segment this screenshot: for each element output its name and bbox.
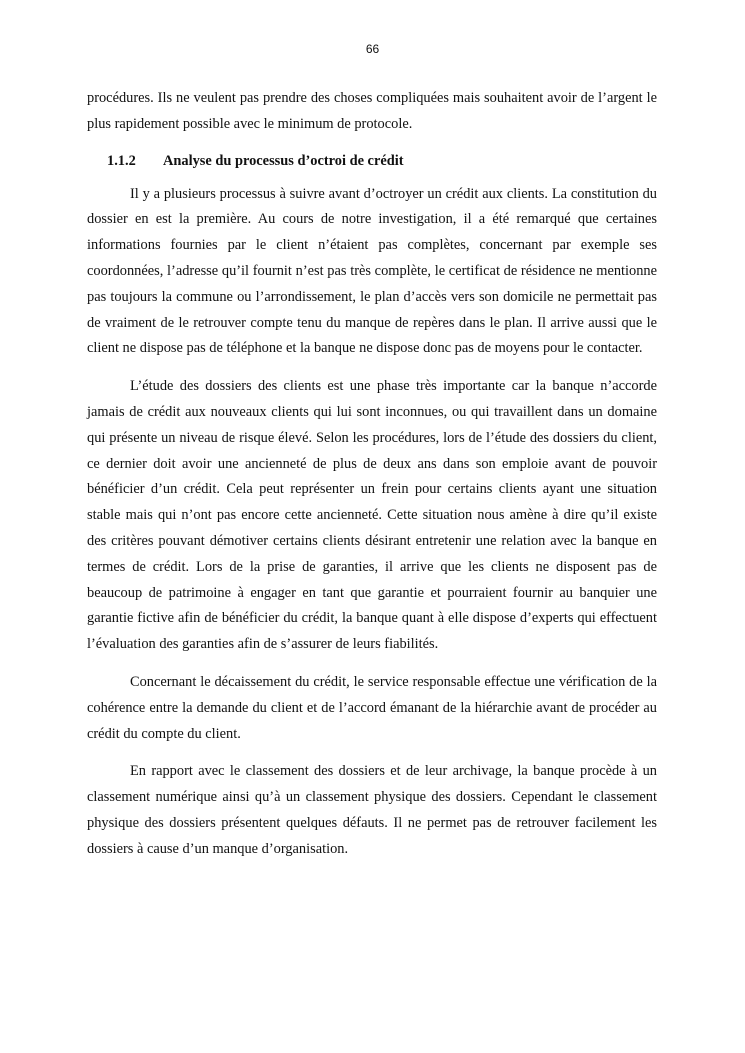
section-heading (87, 148, 657, 174)
paragraph-etude-dossiers: L’étude des dossiers des clients est une phase très importante car la banque n’accorde jamais de crédit aux nouveaux clients qui lui sont inconnues, ou qui travaillent dans un domaine qui présente un niveau de risque élevé. Selon les procédures, lors de l’étude des dossiers du client, ce dernier doit avoir une ancienneté de plus de deux ans dans son emploie avant de pouvoir bénéficier d’un crédit. Cela peut représenter un frein pour certains clients ayant une situation stable mais qui n’ont pas encore cette ancienneté. Cette situation nous amène à dire qu’il existe des critères pouvant démotiver certains clients désirant entretenir une relation avec la banque en termes de crédit. Lors de la prise de garanties, il arrive que les clients ne disposent pas de beaucoup de patrimoine à engager en tant que garantie et pourraient fournir au banquier une garantie fictive afin de bénéficier du crédit, la banque quant à elle dispose d’experts qui effectuent l’évaluation des garanties afin de s’assurer de leurs fiabilités. (87, 378, 657, 653)
section-number: 1.1.2 (107, 152, 136, 169)
section-title: Analyse du processus d’octroi de crédit (163, 152, 404, 169)
continued-paragraph: procédures. Ils ne veulent pas prendre des choses compliquées mais souhaitent avoir de l’argent le plus rapidement possible avec le minimum de protocole. (87, 90, 657, 132)
document-body (87, 86, 657, 875)
page-number: 66 (365, 42, 380, 56)
paragraph-classement: En rapport avec le classement des dossiers et de leur archivage, la banque procède à un classement numérique ainsi qu’à un classement physique des dossiers. Cependant le classement physique des dossiers présentent quelques défauts. Il ne permet pas de retrouver facilement les dossiers à cause d’un manque d’organisation. (87, 763, 657, 857)
paragraph-decaissement: Concernant le décaissement du crédit, le service responsable effectue une vérification de la cohérence entre la demande du client et de l’accord émanant de la hiérarchie avant de procéder au crédit du compte du client. (87, 673, 657, 742)
paragraph-constitution-dossier: Il y a plusieurs processus à suivre avant d’octroyer un crédit aux clients. La constitution du dossier en est la première. Au cours de notre investigation, il a été remarqué que certaines informations fournies par le client n’étaient pas complètes, concernant par exemple ses coordonnées, l’adresse qu’il fournit n’est pas très complète, le certificat de résidence ne mentionne pas toujours la commune ou l’arrondissement, le plan d’accès vers son domicile ne permettait pas de vraiment de le retrouver compte tenu du manque de repères dans le plan. Il arrive aussi que le client ne dispose pas de téléphone et la banque ne dispose donc pas de moyens pour le contacter. (87, 185, 657, 357)
